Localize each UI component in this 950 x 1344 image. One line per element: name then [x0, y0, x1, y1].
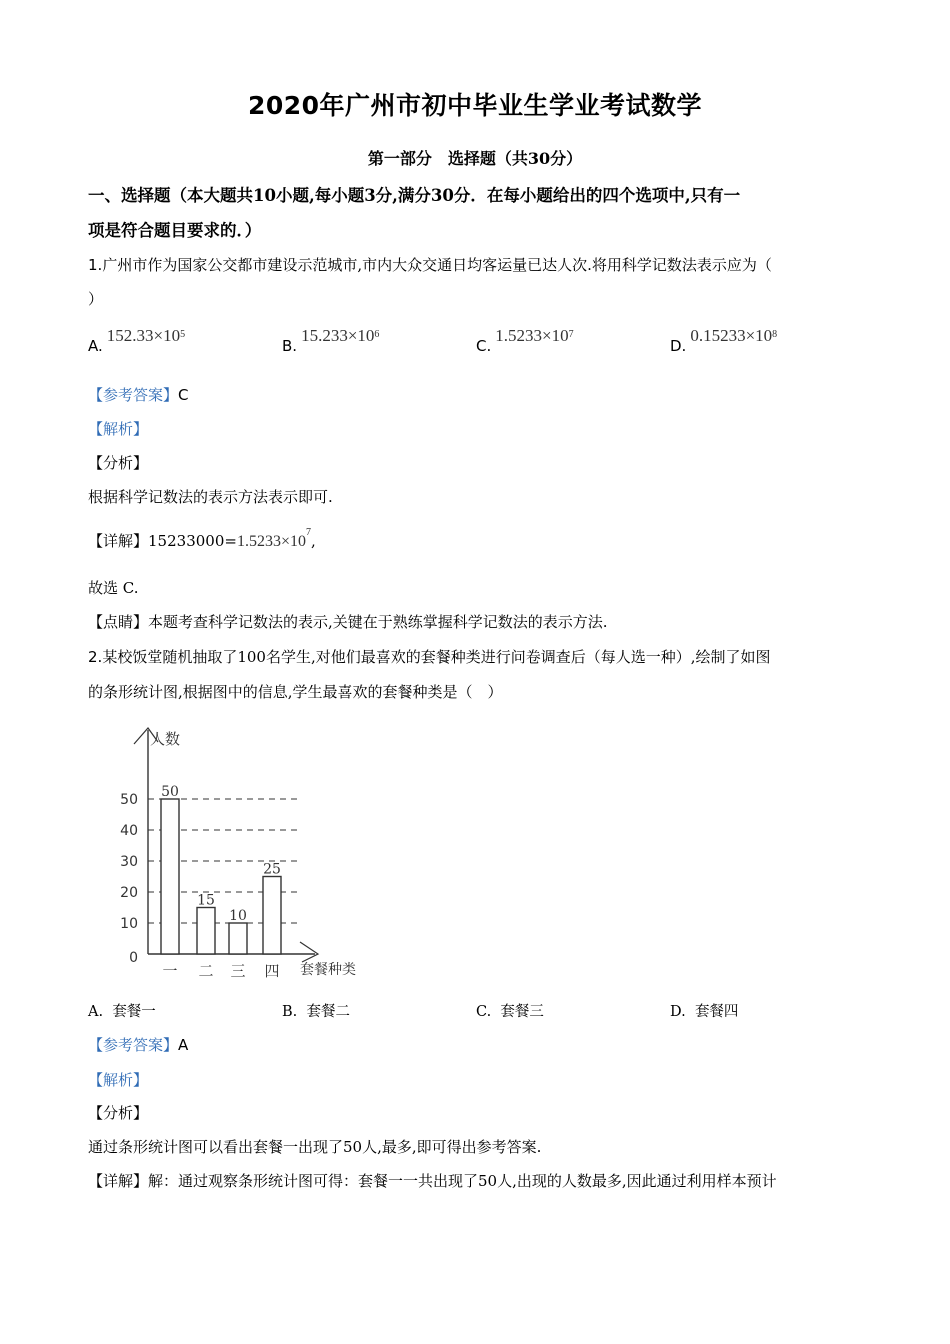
x-axis-arrow [300, 942, 318, 962]
q2-answer: 【参考答案】A [88, 1036, 189, 1054]
q1-option-d: $D.0.15233\times 10^8$ [670, 326, 778, 355]
section-heading-line2: 项是符合题目要求的．） [88, 221, 262, 240]
q1-detail: 【详解】$15233000=1.5233\times 10^7$, [88, 526, 316, 550]
q2-stem-line1: 2.某校饭堂随机抽取了100名学生,对他们最喜欢的套餐种类进行问卷调查后（每人选一种）,绘制了如图 [88, 648, 771, 666]
bar-data-label-4: 25 [263, 861, 281, 878]
x-tick-label-4: 四 [264, 962, 280, 980]
q1-fenxi-label: 【分析】 [88, 454, 149, 472]
q2-detail: 【详解】解：通过观察条形统计图可得：套餐一一共出现了50人,出现的人数最多,因此通过利用样本预计 [88, 1172, 777, 1190]
q2-fenxi-text: 通过条形统计图可以看出套餐一出现了50人,最多,即可得出参考答案. [88, 1138, 542, 1156]
y-tick-label-50: 50 [120, 792, 138, 808]
q1-number: 1. [88, 256, 103, 274]
bar-data-label-1: 50 [161, 784, 179, 800]
q2-option-b: B. 套餐二 [282, 1004, 350, 1020]
y-tick-label-30: 30 [120, 854, 138, 870]
q1-text-line1: 广州市作为国家公交都市建设示范城市,市内大众交通日均客运量已达人次.将用科学记数法表示应为（ [102, 256, 772, 274]
q1-stem-line1 [88, 254, 772, 275]
q2-fenxi-label: 【分析】 [88, 1104, 149, 1122]
doc-title: 2020年广州市初中毕业生学业考试数学 [247, 91, 703, 120]
q1-jiexi-label: 【解析】 [88, 420, 149, 438]
bar-2 [197, 908, 215, 955]
q1-stem-line2: ） [88, 290, 104, 308]
q1-conclusion: 故选 C. [88, 579, 139, 597]
q2-option-c: C. 套餐三 [476, 1004, 544, 1020]
q1-fenxi-text: 根据科学记数法的表示方法表示即可. [88, 488, 333, 506]
x-tick-label-2: 二 [198, 962, 214, 980]
q1-option-a: $A.152.33\times 10^5$ [88, 326, 186, 355]
bar-4 [263, 877, 281, 955]
bar-data-label-3: 10 [229, 908, 247, 924]
q2-option-a: A. 套餐一 [88, 1004, 156, 1020]
y-tick-label-0: 0 [129, 950, 138, 966]
x-axis-title: 套餐种类 [300, 962, 356, 978]
section-heading-line1: 一、选择题（本大题共10小题,每小题3分,满分30分．在每小题给出的四个选项中,只有一 [88, 186, 741, 205]
y-tick-label-40: 40 [120, 823, 138, 839]
q1-answer: 【参考答案】C [88, 386, 189, 404]
bar-chart [110, 722, 380, 984]
y-tick-label-20: 20 [120, 885, 138, 901]
y-tick-label-10: 10 [120, 916, 138, 932]
q2-stem-line2: 的条形统计图,根据图中的信息,学生最喜欢的套餐种类是（ ） [88, 683, 503, 701]
q2-jiexi-label: 【解析】 [88, 1071, 149, 1089]
q2-option-d: D. 套餐四 [670, 1004, 739, 1020]
bar-3 [229, 923, 247, 954]
bar-1 [161, 799, 179, 954]
y-axis-title: 人数 [150, 730, 181, 748]
bar-data-label-2: 15 [197, 892, 215, 909]
q2-number: 2. [88, 648, 103, 666]
q1-dianjing: 【点睛】本题考查科学记数法的表示,关键在于熟练掌握科学记数法的表示方法. [88, 613, 608, 631]
q1-option-b: $B.15.233\times 10^6$ [282, 326, 380, 355]
part-title: 第一部分 选择题（共30分） [367, 149, 583, 168]
x-tick-label-3: 三 [230, 962, 246, 980]
x-tick-label-1: 一 [162, 962, 178, 980]
q1-option-c: $C.1.5233\times 10^7$ [476, 326, 574, 355]
